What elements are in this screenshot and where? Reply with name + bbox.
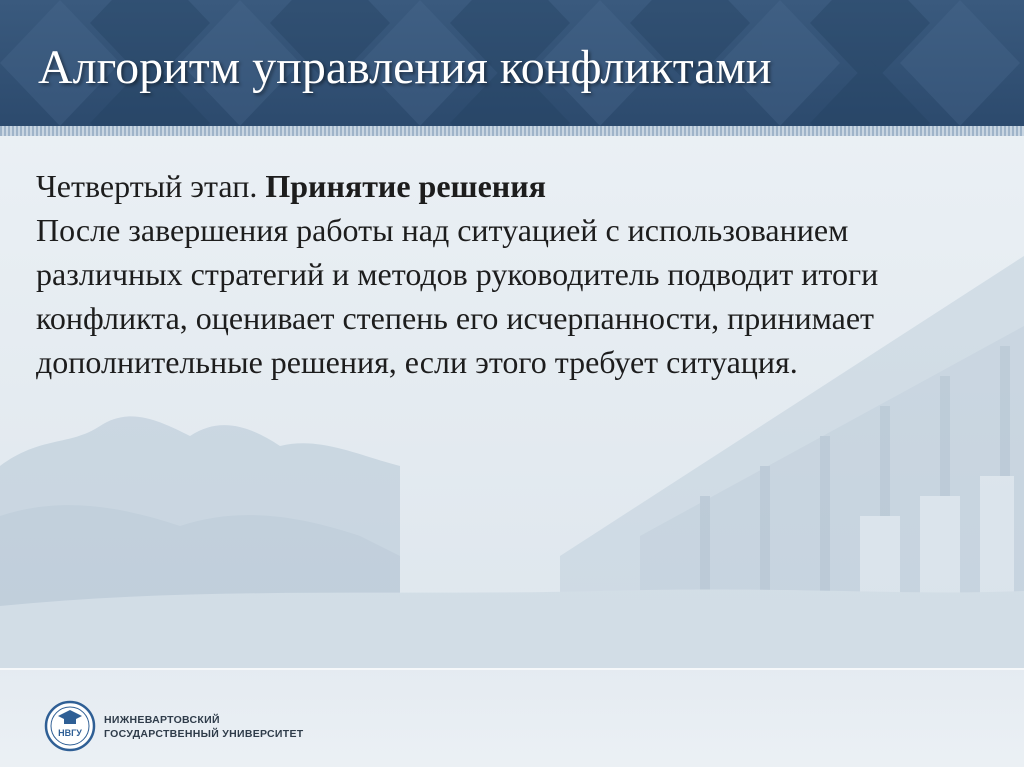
logo-text: НВГУ — [58, 728, 82, 738]
university-name-line1: НИЖНЕВАРТОВСКИЙ — [104, 714, 220, 726]
header-divider-stripe — [0, 126, 1024, 136]
slide-title: Алгоритм управления конфликтами — [38, 41, 772, 94]
university-name-line2: ГОСУДАРСТВЕННЫЙ УНИВЕРСИТЕТ — [104, 728, 304, 740]
title-banner — [0, 0, 1024, 126]
stage-name: Принятие решения — [265, 168, 546, 204]
university-name — [104, 713, 304, 741]
slide-body — [36, 164, 916, 384]
university-logo-icon — [44, 700, 96, 752]
stage-description: После завершения работы над ситуацией с использованием различных стратегий и методов руководитель подводит итоги конфликта, оценивает степень его исчерпанности, принимает дополнительные решения, если этого требует ситуация. — [36, 212, 879, 380]
stage-prefix: Четвертый этап. — [36, 168, 266, 204]
